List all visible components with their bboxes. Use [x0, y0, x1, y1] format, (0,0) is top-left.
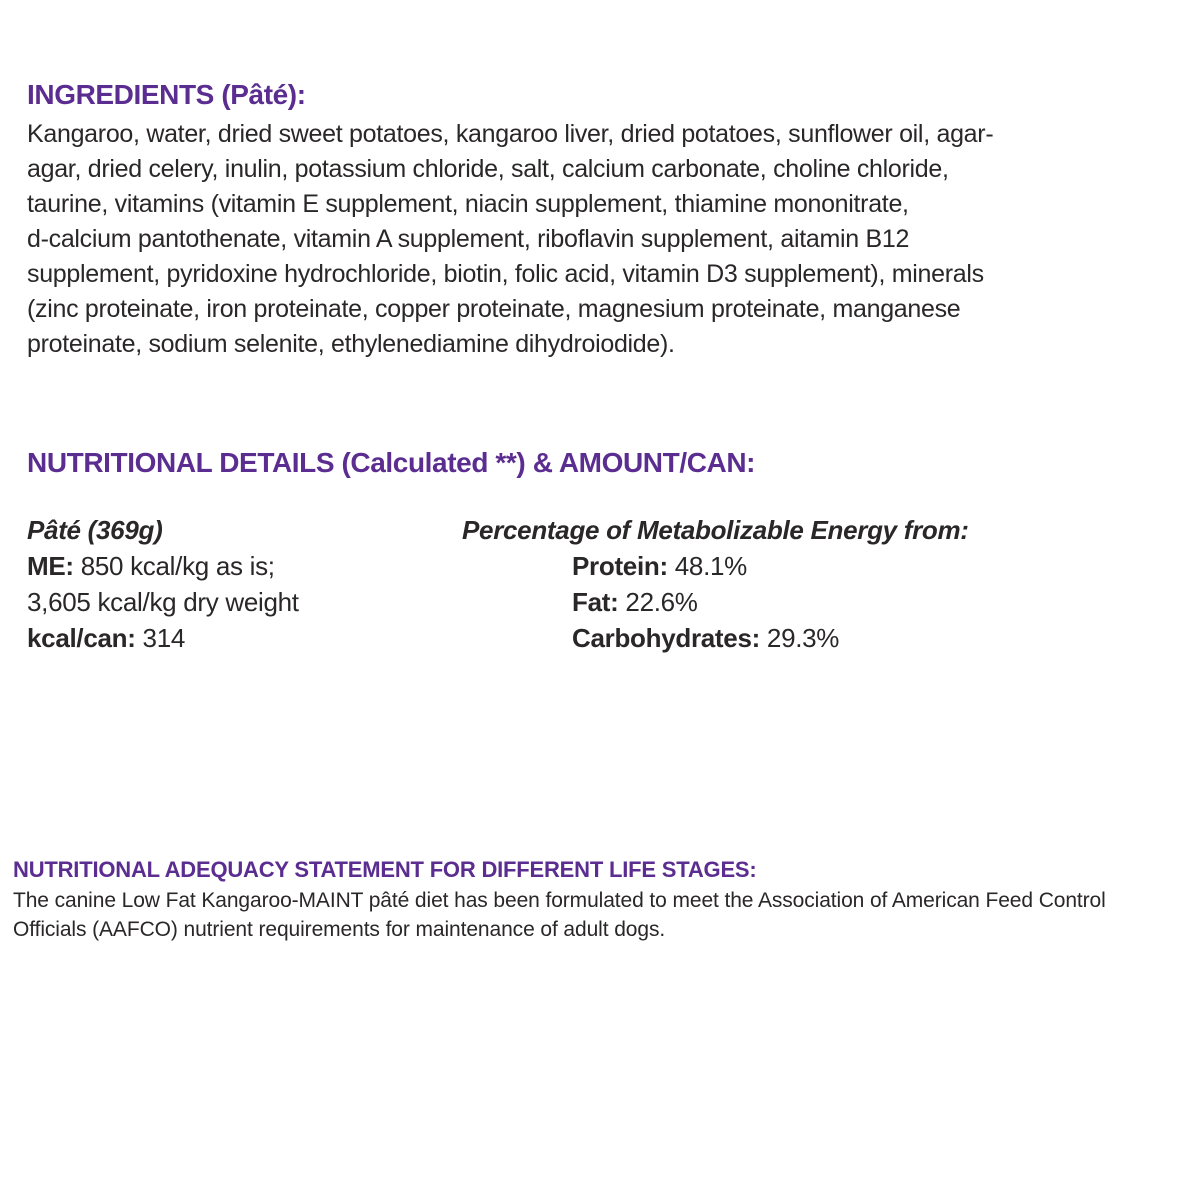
- carbohydrates-label: Carbohydrates:: [572, 623, 760, 653]
- fat-line: [462, 584, 969, 620]
- ingredients-line: Kangaroo, water, dried sweet potatoes, kangaroo liver, dried potatoes, sunflower oil, agar-: [27, 120, 994, 148]
- metabolizable-energy-column: [462, 512, 969, 656]
- pate-title: Pâté (369g): [27, 515, 163, 545]
- ingredients-line: proteinate, sodium selenite, ethylenediamine dihydroiodide).: [27, 330, 675, 358]
- ingredients-line: taurine, vitamins (vitamin E supplement, niacin supplement, thiamine mononitrate,: [27, 190, 909, 218]
- adequacy-statement-paragraph: [13, 886, 1187, 944]
- me-value: 850 kcal/kg as is;: [80, 551, 275, 581]
- me-line: [27, 548, 299, 584]
- dry-weight-line: 3,605 kcal/kg dry weight: [27, 587, 299, 617]
- kcal-can-line: [27, 620, 299, 656]
- metabolizable-energy-title: Percentage of Metabolizable Energy from:: [462, 515, 969, 545]
- pate-details-column: [27, 512, 299, 656]
- carbohydrates-value: 29.3%: [766, 623, 840, 653]
- ingredients-line: (zinc proteinate, iron proteinate, copper proteinate, magnesium proteinate, manganese: [27, 295, 961, 323]
- ingredients-paragraph: [27, 117, 1173, 362]
- ingredients-heading: INGREDIENTS (Pâté):: [27, 79, 306, 110]
- protein-line: [462, 548, 969, 584]
- carbohydrates-line: [462, 620, 969, 656]
- protein-value: 48.1%: [674, 551, 747, 581]
- adequacy-statement-line: Officials (AAFCO) nutrient requirements for maintenance of adult dogs.: [13, 918, 666, 941]
- adequacy-statement-section: [13, 856, 1187, 944]
- nutritional-details-heading: NUTRITIONAL DETAILS (Calculated **) & AMOUNT/CAN:: [27, 447, 756, 478]
- ingredients-line: agar, dried celery, inulin, potassium chloride, salt, calcium carbonate, choline chloride,: [27, 155, 949, 183]
- me-label: ME:: [27, 551, 74, 581]
- nutritional-details-section: [27, 446, 1173, 480]
- kcal-can-label: kcal/can:: [27, 623, 136, 653]
- kcal-can-value: 314: [142, 623, 186, 653]
- ingredients-line: supplement, pyridoxine hydrochloride, biotin, folic acid, vitamin D3 supplement), minerals: [27, 260, 984, 288]
- adequacy-statement-heading: NUTRITIONAL ADEQUACY STATEMENT FOR DIFFERENT LIFE STAGES:: [13, 857, 757, 882]
- nutritional-details-columns: [27, 512, 1173, 657]
- ingredients-section: [27, 78, 1173, 362]
- fat-label: Fat:: [572, 587, 619, 617]
- fat-value: 22.6%: [625, 587, 698, 617]
- adequacy-statement-line: The canine Low Fat Kangaroo-MAINT pâté diet has been formulated to meet the Association of American Feed Control: [13, 889, 1106, 912]
- ingredients-line: d-calcium pantothenate, vitamin A supplement, riboflavin supplement, aitamin B12: [27, 225, 910, 253]
- protein-label: Protein:: [572, 551, 668, 581]
